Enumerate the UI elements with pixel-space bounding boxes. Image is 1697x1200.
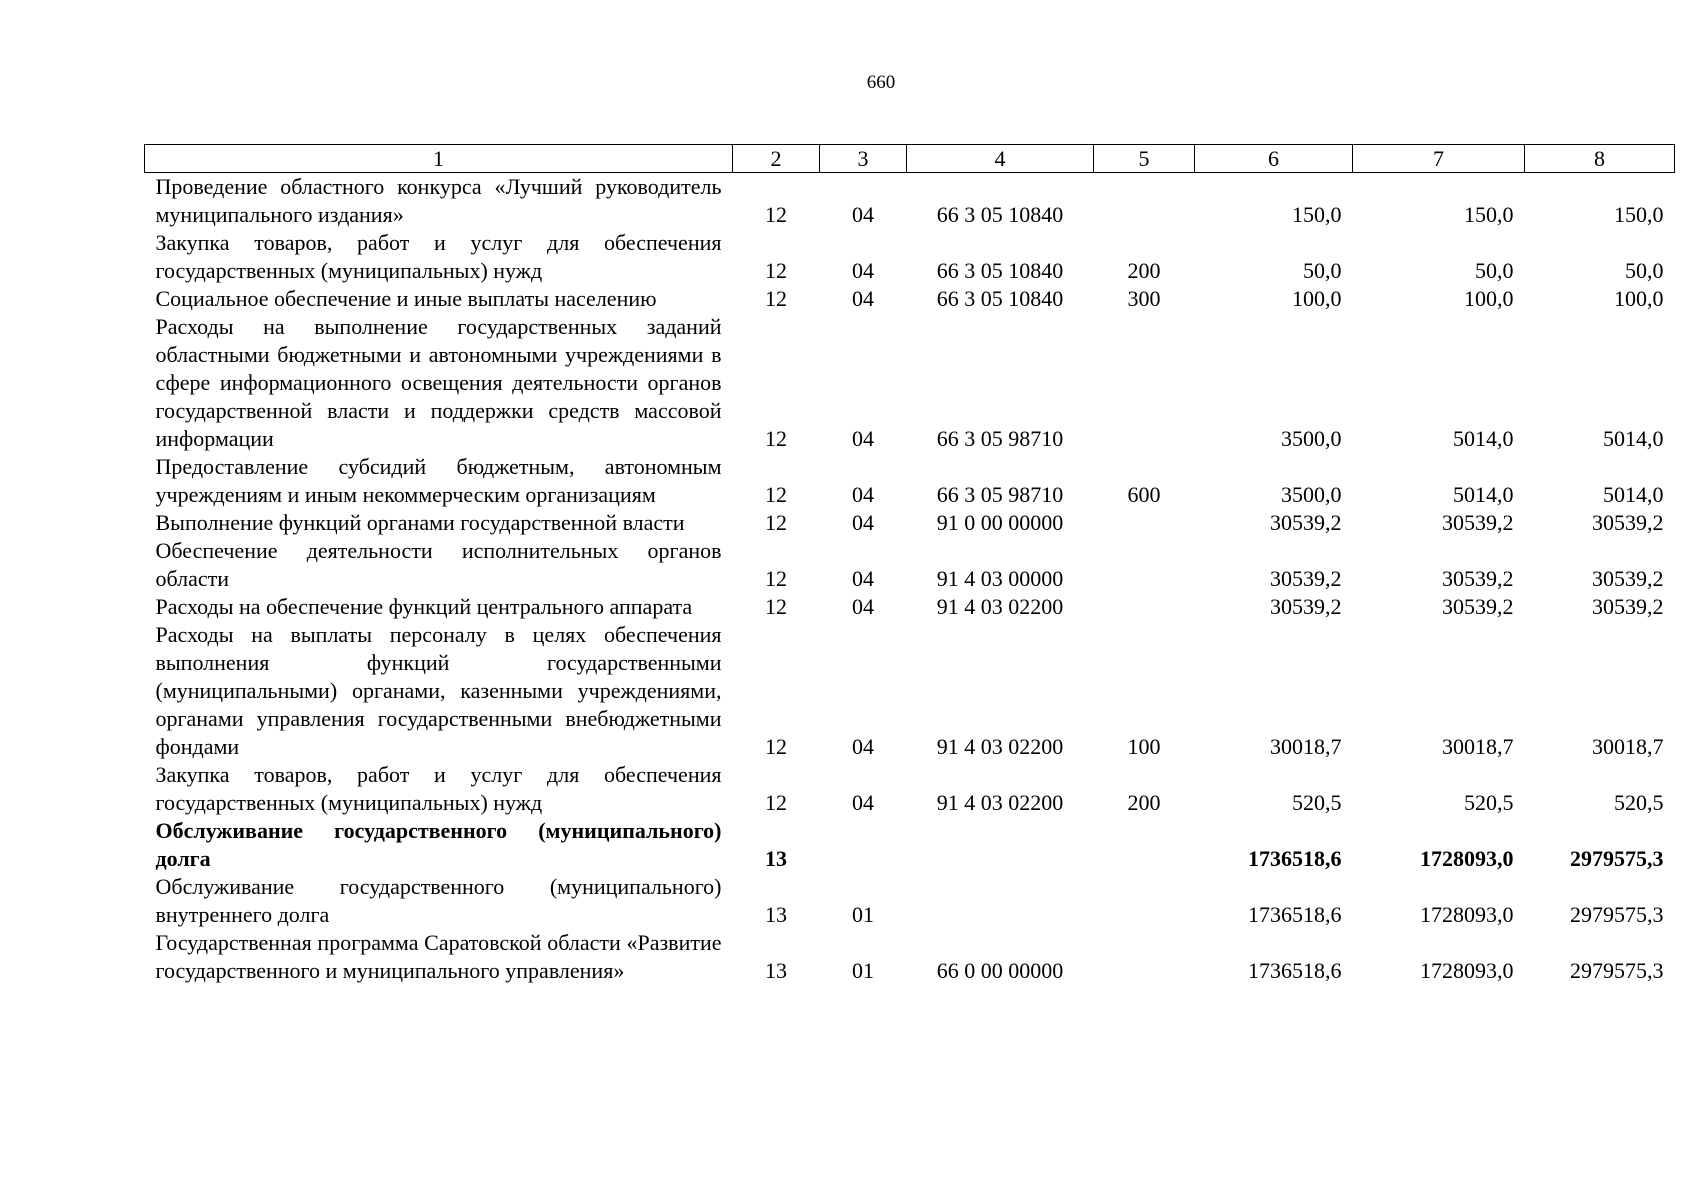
cell-year3: 2979575,3 <box>1570 902 1664 927</box>
cell-razdel: 12 <box>765 734 787 759</box>
cell-razdel: 12 <box>765 510 787 535</box>
cell-vr: 300 <box>1127 286 1161 311</box>
cell-podrazdel: 04 <box>852 790 874 815</box>
cell-year1: 1736518,6 <box>1248 902 1342 927</box>
cell-podrazdel <box>820 817 907 873</box>
table-row <box>145 621 1675 761</box>
cell-name: Государственная программа Саратовской области «Развитие государственного и муниципального управления» <box>155 930 722 983</box>
cell-name: Закупка товаров, работ и услуг для обеспечения государственных (муниципальных) нужд <box>155 762 722 815</box>
cell-razdel: 13 <box>765 902 787 927</box>
cell-vr: 200 <box>1127 790 1161 815</box>
cell-vr <box>1094 537 1195 593</box>
column-header-csr: 4 <box>907 145 1094 173</box>
cell-csr <box>907 873 1094 929</box>
table-row <box>145 537 1675 593</box>
cell-csr: 91 0 00 00000 <box>936 510 1064 535</box>
cell-year3: 50,0 <box>1625 258 1664 283</box>
cell-csr: 66 0 00 00000 <box>936 958 1064 983</box>
cell-csr: 91 4 03 00000 <box>936 566 1064 591</box>
table-row <box>145 761 1675 817</box>
cell-year1: 30539,2 <box>1270 566 1342 591</box>
cell-vr <box>1094 313 1195 453</box>
cell-name: Выполнение функций органами государственной власти <box>155 510 685 535</box>
cell-razdel: 12 <box>765 202 787 227</box>
column-header-year1: 6 <box>1195 145 1353 173</box>
header-row <box>145 145 1675 173</box>
cell-year3: 150,0 <box>1614 202 1664 227</box>
table-body <box>145 173 1675 986</box>
cell-year1: 3500,0 <box>1281 482 1342 507</box>
table-row <box>145 873 1675 929</box>
cell-csr: 66 3 05 10840 <box>936 202 1064 227</box>
cell-year3: 30018,7 <box>1592 734 1664 759</box>
cell-razdel: 12 <box>765 790 787 815</box>
cell-year3: 2979575,3 <box>1570 958 1664 983</box>
cell-podrazdel: 04 <box>852 426 874 451</box>
cell-vr <box>1094 593 1195 621</box>
cell-podrazdel: 04 <box>852 482 874 507</box>
table-row <box>145 313 1675 453</box>
cell-year3: 30539,2 <box>1592 594 1664 619</box>
table-row <box>145 285 1675 313</box>
table-row <box>145 929 1675 985</box>
column-header-year3: 8 <box>1525 145 1675 173</box>
cell-year1: 1736518,6 <box>1248 958 1342 983</box>
cell-name: Социальное обеспечение и иные выплаты населению <box>155 286 657 311</box>
table-row <box>145 453 1675 509</box>
cell-year2: 30539,2 <box>1442 594 1514 619</box>
table-row <box>145 173 1675 230</box>
cell-podrazdel: 01 <box>852 902 874 927</box>
cell-podrazdel: 04 <box>852 594 874 619</box>
column-header-vr: 5 <box>1094 145 1195 173</box>
cell-csr: 66 3 05 98710 <box>936 482 1064 507</box>
cell-razdel: 12 <box>765 566 787 591</box>
cell-podrazdel: 04 <box>852 566 874 591</box>
table-row <box>145 593 1675 621</box>
cell-year2: 30539,2 <box>1442 566 1514 591</box>
cell-year2: 5014,0 <box>1453 482 1514 507</box>
cell-year2: 1728093,0 <box>1420 958 1514 983</box>
cell-csr: 66 3 05 10840 <box>936 258 1064 283</box>
cell-vr <box>1094 817 1195 873</box>
table-row <box>145 817 1675 873</box>
cell-name: Предоставление субсидий бюджетным, автономным учреждениям и иным некоммерческим организациям <box>155 454 722 507</box>
budget-table <box>144 144 1675 985</box>
cell-csr: 91 4 03 02200 <box>936 594 1064 619</box>
cell-name: Закупка товаров, работ и услуг для обеспечения государственных (муниципальных) нужд <box>155 230 722 283</box>
cell-year1: 150,0 <box>1292 202 1342 227</box>
cell-vr <box>1094 173 1195 230</box>
cell-csr: 91 4 03 02200 <box>936 790 1064 815</box>
cell-podrazdel: 01 <box>852 958 874 983</box>
cell-name: Расходы на выплаты персоналу в целях обеспечения выполнения функций государственными (муниципальными) органами, казенными учреждениями, органами управления государственными внебюджетными фондами <box>155 622 722 759</box>
cell-razdel: 12 <box>765 482 787 507</box>
cell-razdel: 12 <box>765 258 787 283</box>
cell-podrazdel: 04 <box>852 202 874 227</box>
cell-year2: 5014,0 <box>1453 426 1514 451</box>
cell-year1: 50,0 <box>1303 258 1342 283</box>
cell-year2: 30539,2 <box>1442 510 1514 535</box>
cell-csr <box>907 817 1094 873</box>
cell-name: Расходы на обеспечение функций центрального аппарата <box>155 594 693 619</box>
column-header-name: 1 <box>145 145 733 173</box>
cell-year2: 520,5 <box>1464 790 1514 815</box>
cell-year2: 100,0 <box>1464 286 1514 311</box>
cell-year2: 1728093,0 <box>1420 902 1514 927</box>
column-header-razdel: 2 <box>733 145 820 173</box>
page-number: 660 <box>866 72 896 93</box>
cell-razdel: 12 <box>765 286 787 311</box>
table-header <box>145 145 1675 173</box>
cell-razdel: 13 <box>765 958 787 983</box>
cell-name: Обеспечение деятельности исполнительных органов области <box>155 538 722 591</box>
cell-year1: 30018,7 <box>1270 734 1342 759</box>
cell-year1: 30539,2 <box>1270 594 1342 619</box>
cell-year3: 2979575,3 <box>1570 846 1664 871</box>
table-row <box>145 229 1675 285</box>
cell-year1: 1736518,6 <box>1248 846 1342 871</box>
cell-podrazdel: 04 <box>852 510 874 535</box>
cell-csr: 66 3 05 98710 <box>936 426 1064 451</box>
cell-vr: 100 <box>1127 734 1161 759</box>
cell-razdel: 12 <box>765 426 787 451</box>
cell-vr: 600 <box>1127 482 1161 507</box>
cell-year3: 520,5 <box>1614 790 1664 815</box>
cell-podrazdel: 04 <box>852 258 874 283</box>
cell-year3: 100,0 <box>1614 286 1664 311</box>
cell-vr <box>1094 509 1195 537</box>
cell-name: Обслуживание государственного (муниципального) долга <box>155 818 722 871</box>
cell-csr: 91 4 03 02200 <box>936 734 1064 759</box>
cell-vr <box>1094 929 1195 985</box>
cell-year3: 30539,2 <box>1592 510 1664 535</box>
column-header-year2: 7 <box>1353 145 1525 173</box>
cell-year1: 30539,2 <box>1270 510 1342 535</box>
cell-year2: 150,0 <box>1464 202 1514 227</box>
cell-year1: 3500,0 <box>1281 426 1342 451</box>
cell-year3: 5014,0 <box>1603 482 1664 507</box>
cell-year1: 100,0 <box>1292 286 1342 311</box>
cell-year3: 5014,0 <box>1603 426 1664 451</box>
cell-podrazdel: 04 <box>852 286 874 311</box>
cell-name: Расходы на выполнение государственных заданий областными бюджетными и автономными учреждениями в сфере информационного освещения деятельности органов государственной власти и поддержки средств массовой информации <box>155 314 722 451</box>
table-row <box>145 509 1675 537</box>
cell-year2: 50,0 <box>1475 258 1514 283</box>
cell-name: Проведение областного конкурса «Лучший руководитель муниципального издания» <box>155 174 722 227</box>
cell-year2: 1728093,0 <box>1420 846 1514 871</box>
cell-podrazdel: 04 <box>852 734 874 759</box>
cell-vr: 200 <box>1127 258 1161 283</box>
cell-csr: 66 3 05 10840 <box>936 286 1064 311</box>
cell-year2: 30018,7 <box>1442 734 1514 759</box>
cell-year1: 520,5 <box>1292 790 1342 815</box>
cell-vr <box>1094 873 1195 929</box>
cell-razdel: 12 <box>765 594 787 619</box>
cell-name: Обслуживание государственного (муниципального) внутреннего долга <box>155 874 722 927</box>
column-header-podrazdel: 3 <box>820 145 907 173</box>
cell-year3: 30539,2 <box>1592 566 1664 591</box>
cell-razdel: 13 <box>765 846 787 871</box>
